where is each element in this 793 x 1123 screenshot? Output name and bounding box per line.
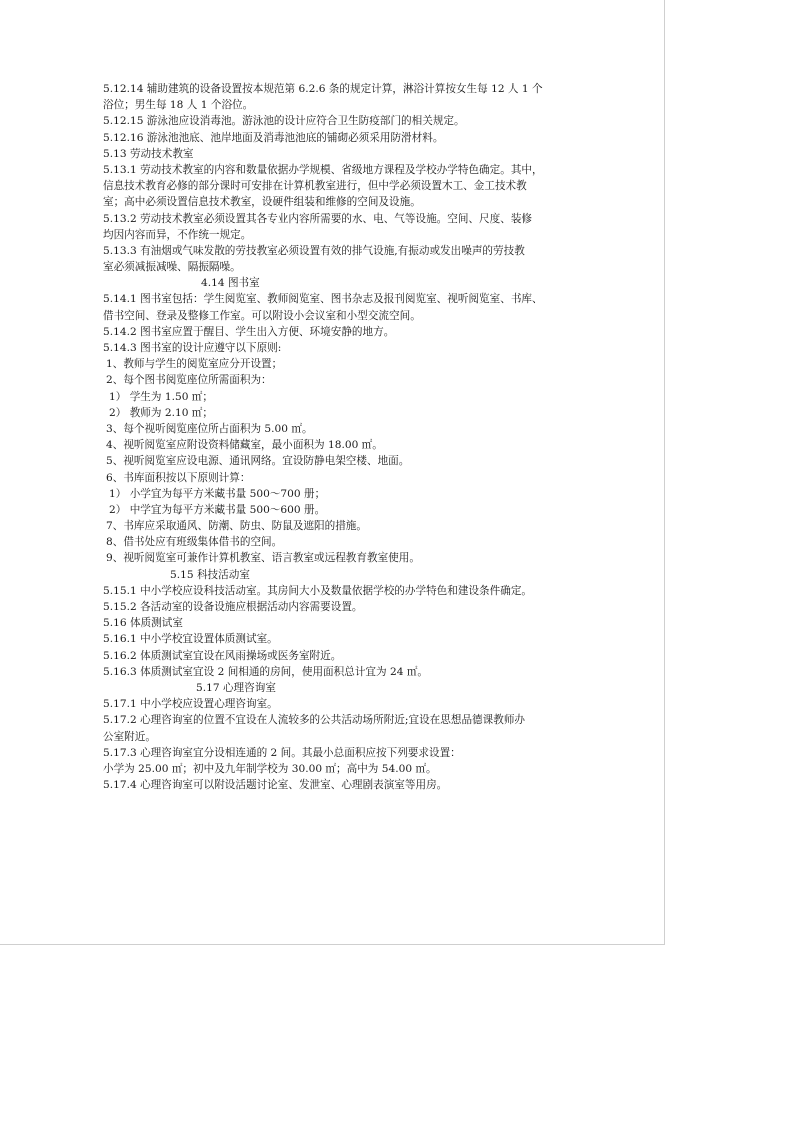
text-line: 5.15.1 中小学校应设科技活动室。其房间大小及数量依据学校的办学特色和建设条件确定。 [103, 584, 533, 597]
text-line: 2） 教师为 2.10 ㎡； [109, 406, 213, 419]
text-line: 4、视听阅览室应附设资料储藏室，最小面积为 18.00 ㎡。 [106, 439, 383, 452]
text-line: 5.13 劳动技术教室 [103, 147, 194, 160]
text-line: 5.13.1 劳动技术教室的内容和数量依据办学规模、省级地方课程及学校办学特色确定。其中， [103, 163, 543, 176]
text-line: 5.14.2 图书室应置于醒目、学生出入方便、环境安静的地方。 [103, 325, 395, 338]
text-line: 5.16.3 体质测试室宜设 2 间相通的房间，使用面积总计宜为 24 ㎡。 [103, 665, 429, 678]
text-line: 3、每个视听阅览座位所占面积为 5.00 ㎡。 [106, 422, 313, 435]
text-line: 5.12.14 辅助建筑的设备设置按本规范第 6.2.6 条的规定计算，淋浴计算按女生每 12 人 1 个 [103, 83, 543, 95]
text-line: 浴位；男生每 18 人 1 个浴位。 [103, 99, 254, 112]
text-line: 5.17.3 心理咨询室宜分设相连通的 2 间。其最小总面积应按下列要求设置： [103, 746, 461, 759]
text-line: 借书空间、登录及整修工作室。可以附设小会议室和小型交流空间。 [103, 309, 421, 322]
text-line: 室必须减振减噪、隔振隔噪。 [103, 261, 241, 274]
text-line: 5.14.1 图书室包括：学生阅览室、教师阅览室、图书杂志及报刊阅览室、视听阅览室、书库、 [103, 293, 543, 306]
text-line: 5.12.16 游泳池池底、池岸地面及消毒池池底的铺砌必须采用防滑材料。 [103, 131, 444, 144]
text-line: 6、书库面积按以下原则计算： [106, 471, 251, 484]
text-line: 公室附近。 [103, 730, 156, 743]
document-body [103, 81, 573, 793]
text-line: 室；高中必须设置信息技术教室，设硬件组装和维修的空间及设施。 [103, 196, 421, 209]
text-line: 1、教师与学生的阅览室应分开设置； [106, 358, 283, 371]
section-heading: 5.15 科技活动室 [170, 568, 250, 581]
text-line: 小学为 25.00 ㎡；初中及九年制学校为 30.00 ㎡；高中为 54.00 ㎡。 [103, 762, 437, 775]
text-line: 1） 学生为 1.50 ㎡； [109, 390, 213, 403]
text-line: 5.13.2 劳动技术教室必须设置其各专业内容所需要的水、电、气等设施。空间、尺度、装修 [103, 212, 533, 225]
text-line: 2、每个图书阅览座位所需面积为： [106, 374, 272, 387]
text-line: 5.13.3 有油烟或气味发散的劳技教室必须设置有效的排气设施,有振动或发出噪声的劳技教 [103, 244, 525, 257]
text-line: 5.17.4 心理咨询室可以附设活题讨论室、发泄室、心理剧表演室等用房。 [103, 779, 448, 792]
text-line: 信息技术教育必修的部分课时可安排在计算机教室进行，但中学必须设置木工、金工技术教 [103, 180, 527, 193]
text-line: 8、借书处应有班级集体借书的空间。 [106, 536, 283, 549]
text-line: 5.14.3 图书室的设计应遵守以下原则: [103, 342, 282, 354]
text-line: 5.17.1 中小学校应设置心理咨询室。 [103, 698, 278, 711]
section-heading: 5.17 心理咨询室 [196, 681, 276, 694]
text-line: 均因内容而异，不作统一规定。 [103, 228, 252, 241]
text-line: 5.16 体质测试室 [103, 617, 183, 630]
text-line: 5.17.2 心理咨询室的位置不宜设在人流较多的公共活动场所附近;宜设在思想品德课教师办 [103, 714, 526, 727]
text-line: 5.16.2 体质测试室宜设在风雨操场或医务室附近。 [103, 649, 342, 662]
text-line: 5、视听阅览室应设电源、通讯网络。宜设防静电架空楼、地面。 [106, 455, 410, 468]
text-line: 1） 小学宜为每平方米藏书量 500～700 册； [109, 487, 326, 500]
text-line: 7、书库应采取通风、防潮、防虫、防鼠及遮阳的措施。 [106, 520, 367, 533]
text-line: 9、视听阅览室可兼作计算机教室、语言教室或远程教育教室使用。 [106, 552, 420, 565]
text-line: 5.15.2 各活动室的设备设施应根据活动内容需要设置。 [103, 601, 363, 613]
section-heading: 4.14 图书室 [201, 277, 260, 290]
text-line: 5.16.1 中小学校宜设置体质测试室。 [103, 633, 278, 646]
text-line: 5.12.15 游泳池应设消毒池。游泳池的设计应符合卫生防疫部门的相关规定。 [103, 115, 465, 128]
text-line: 2） 中学宜为每平方米藏书量 500～600 册。 [109, 503, 326, 516]
